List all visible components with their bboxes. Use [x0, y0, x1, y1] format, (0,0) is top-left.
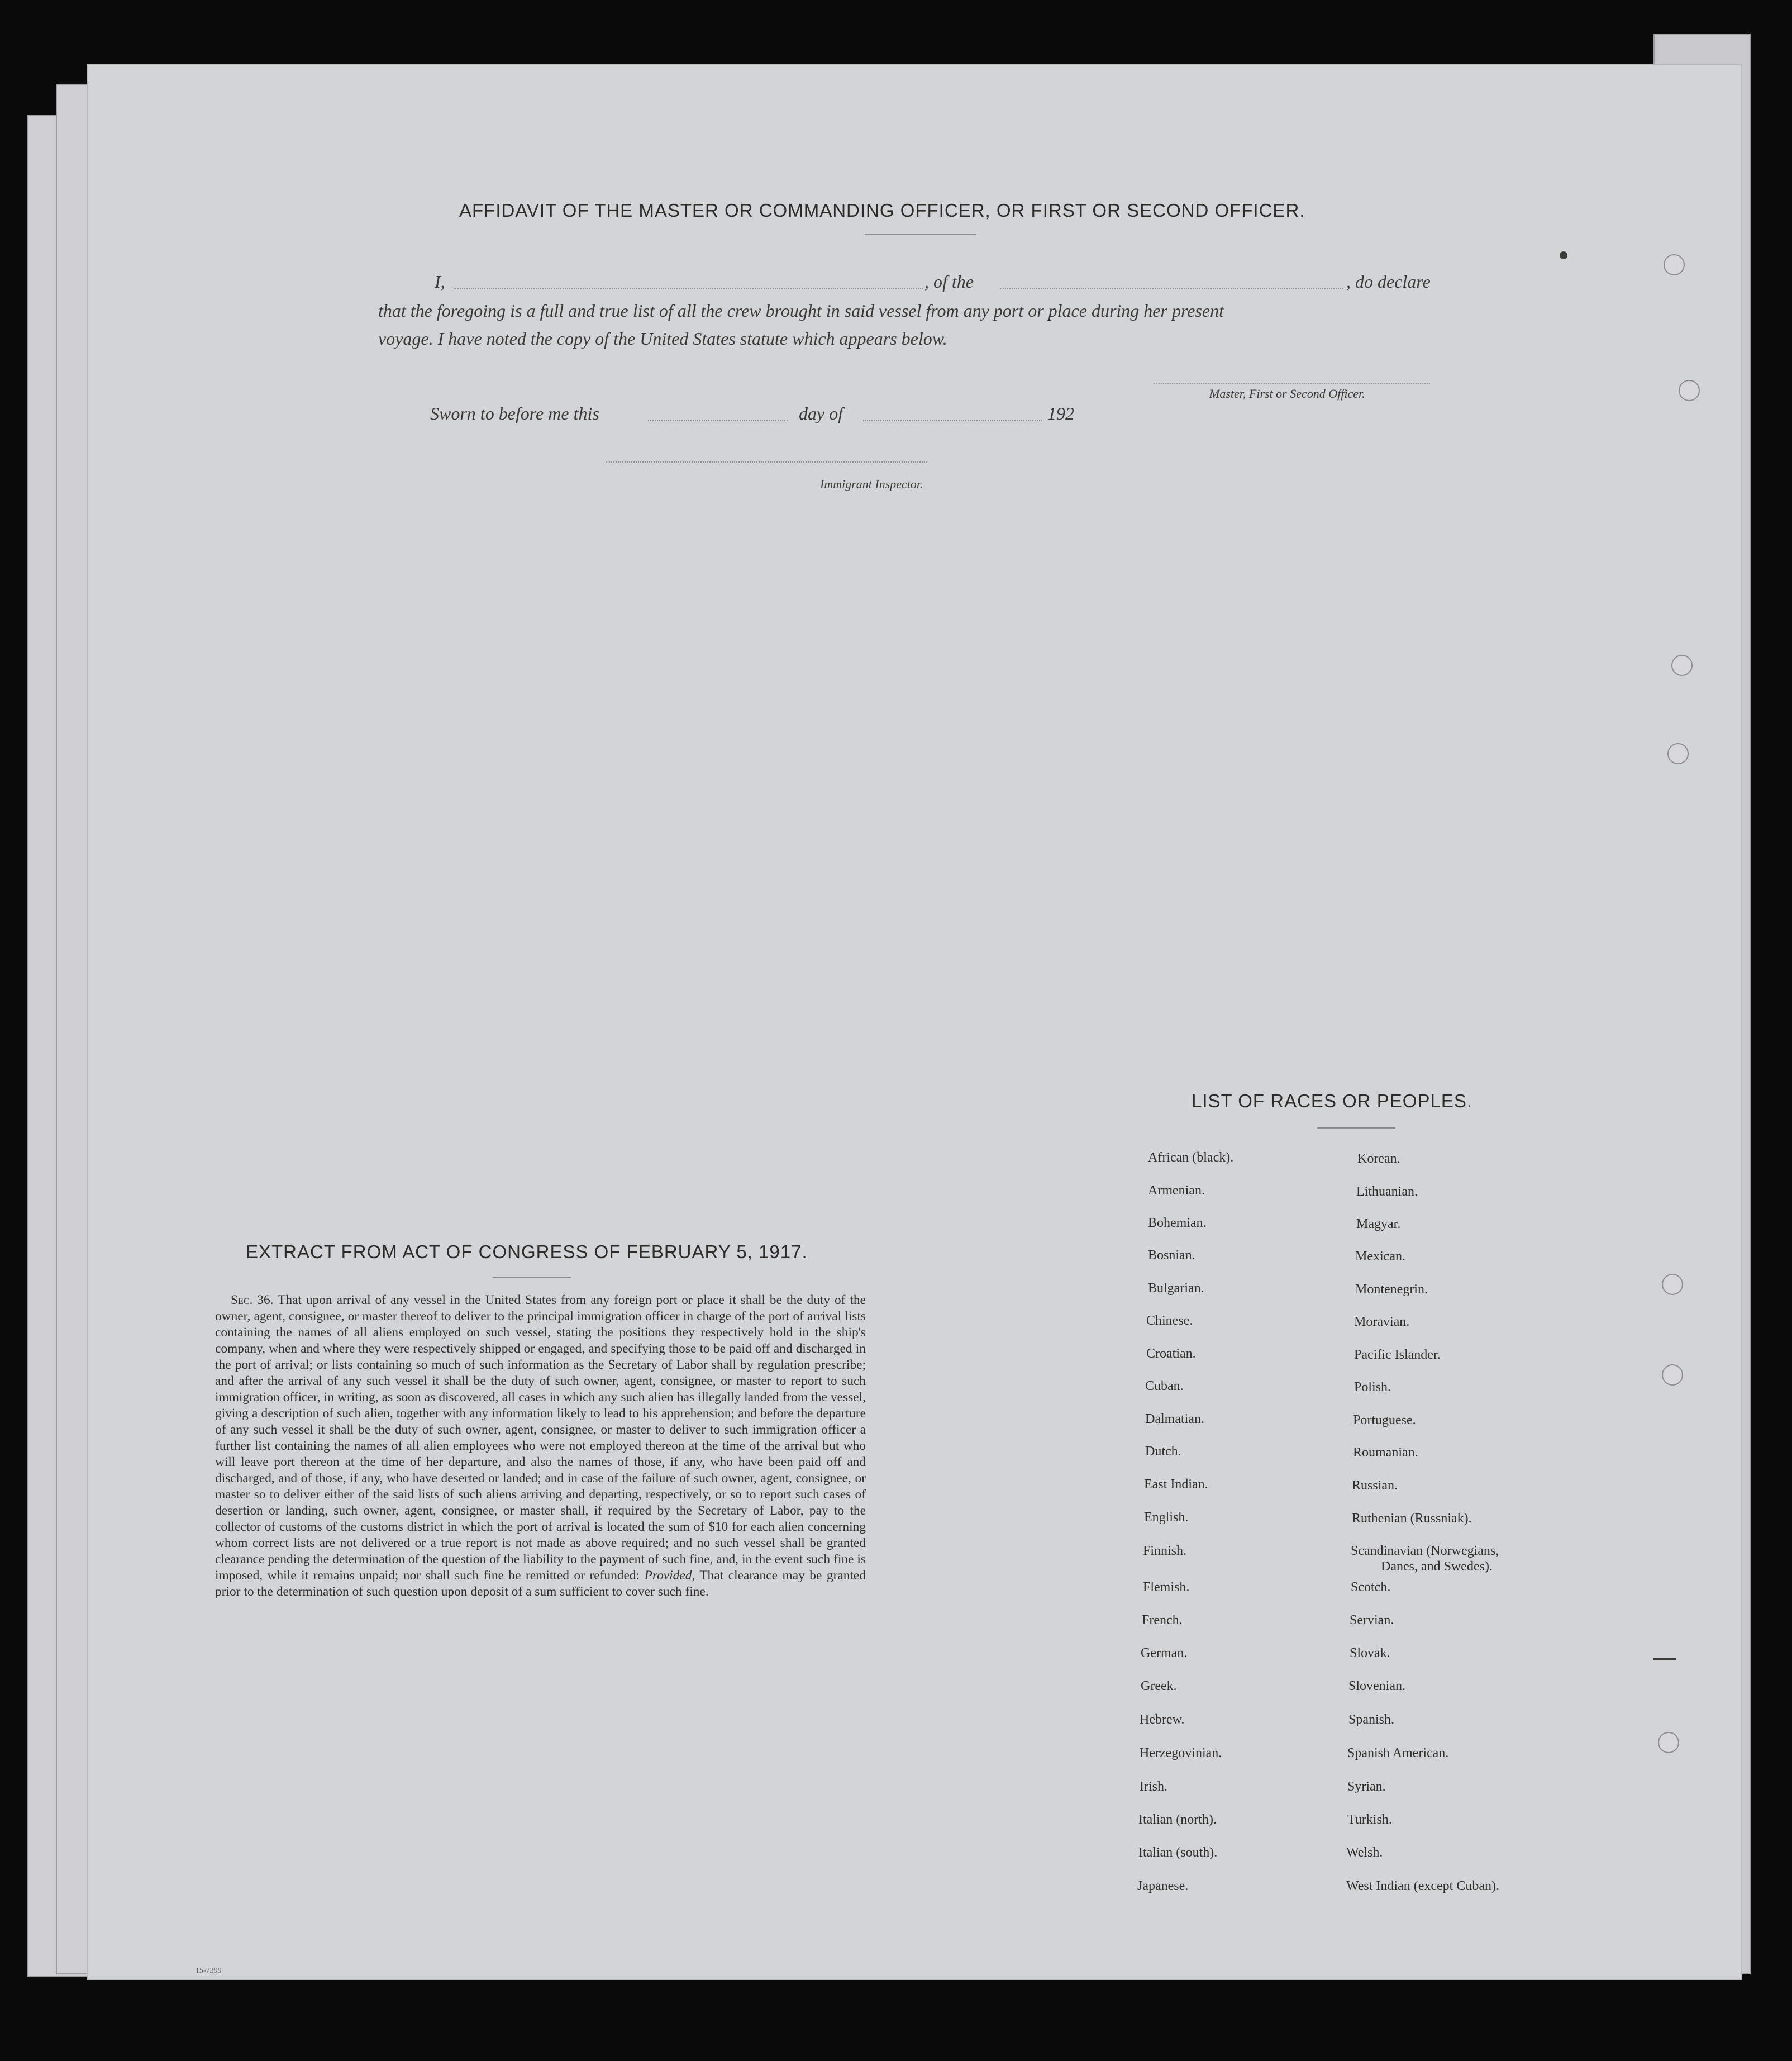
binder-hole [1658, 1732, 1679, 1753]
race-item: Flemish. [1143, 1580, 1190, 1594]
race-item: West Indian (except Cuban). [1346, 1879, 1499, 1893]
race-item: Croatian. [1146, 1346, 1196, 1361]
affidavit-title: AFFIDAVIT OF THE MASTER OR COMMANDING OFFICER, OR FIRST OR SECOND OFFICER. [459, 200, 1305, 221]
race-item: Russian. [1352, 1478, 1398, 1493]
extract-provided: Provided, [644, 1568, 695, 1583]
race-item: Korean. [1357, 1151, 1400, 1166]
binder-hole [1664, 254, 1685, 275]
section-label: Sec. 36. [231, 1293, 274, 1307]
race-item: Chinese. [1146, 1313, 1193, 1328]
race-item: Greek. [1141, 1679, 1177, 1693]
race-item: Slovenian. [1348, 1679, 1405, 1693]
race-item: English. [1144, 1510, 1189, 1525]
year-prefix: 192 [1047, 403, 1074, 423]
race-item: Scandinavian (Norwegians, [1351, 1544, 1499, 1558]
race-item: Turkish. [1347, 1812, 1392, 1827]
extract-title-rule [493, 1277, 571, 1278]
race-item: Italian (north). [1138, 1812, 1217, 1827]
extract-body [215, 1292, 866, 1600]
affidavit-line3: voyage. I have noted the copy of the United States statute which appears below. [378, 329, 947, 349]
binder-hole [1667, 743, 1689, 764]
name-field-line [454, 288, 923, 289]
race-item: African (black). [1148, 1150, 1234, 1165]
race-item: Servian. [1350, 1613, 1394, 1627]
race-item: Italian (south). [1138, 1845, 1218, 1860]
race-item: Spanish. [1348, 1712, 1395, 1727]
master-signature-line [1154, 383, 1430, 384]
race-item: Scotch. [1351, 1580, 1391, 1594]
race-item: Danes, and Swedes). [1381, 1559, 1493, 1574]
race-item: Welsh. [1346, 1845, 1383, 1860]
race-item: Herzegovinian. [1140, 1746, 1222, 1760]
race-item: Polish. [1354, 1380, 1391, 1394]
race-item: Hebrew. [1140, 1712, 1185, 1727]
race-item: Armenian. [1148, 1183, 1205, 1198]
race-item: Dalmatian. [1145, 1412, 1204, 1426]
race-item: Ruthenian (Russniak). [1352, 1511, 1472, 1526]
race-item: Lithuanian. [1356, 1184, 1418, 1199]
binder-hole [1671, 655, 1693, 676]
race-item: East Indian. [1144, 1477, 1208, 1492]
race-item: Mexican. [1355, 1249, 1405, 1264]
binder-hole [1662, 1364, 1683, 1386]
race-item: Irish. [1140, 1779, 1167, 1794]
extract-body-part1: That upon arrival of any vessel in the United States from any foreign port or place it shall be the duty of the owner, agent, consignee, or master thereof to deliver to the principal immigration officer in charge of the port of arrival lists containing the names of all aliens employed on such vessel, stating the positions they respectively hold in the ship's company, when and where they were respectively shipped or engaged, and specifying those to be paid off and discharged in the port of arrival; or lists containing so much of such information as the Secretary of Labor shall by regulation prescribe; and after the arrival of any such vessel it shall be the duty of such owner, agent, consignee, or master to report to such immigration officer, in writing, as soon as discovered, all cases in which any such alien has illegally landed from the vessel, giving a description of such alien, together with any information likely to lead to his apprehension; and before the departure of any such vessel it shall be the duty of such owner, agent, consignee, or master to deliver to such immigration officer a further list containing the names of all alien employees who were not employed thereon at the time of the arrival but who will leave port thereon at the time of her departure, and also the names of those, if any, who have been paid off and discharged, and of those, if any, who have deserted or landed; and in case of the failure of such owner, agent, consignee, or master so to deliver either of the said lists of such aliens arriving and departing, respectively, or so to report such cases of desertion or landing, such owner, agent, consignee, or master shall, if required by the Secretary of Labor, pay to the collector of customs of the customs district in which the port of arrival is located the sum of $10 for each alien concerning whom correct lists are not delivered or a true report is not made as above required; and no such vessel shall be granted clearance pending the determination of the question of the liability to the payment of such fine, and, in the event such fine is imposed, while it remains unpaid; nor shall such fine be remitted or refunded: [215, 1293, 866, 1583]
affidavit-line1-of-the: , of the [924, 272, 974, 292]
affidavit-line1-do-declare: , do declare [1346, 272, 1431, 292]
race-item: Roumanian. [1353, 1445, 1418, 1460]
race-item: Portuguese. [1353, 1413, 1416, 1427]
sworn-month-line [863, 420, 1042, 421]
race-item: Cuban. [1145, 1379, 1184, 1393]
race-item: Pacific Islander. [1354, 1348, 1441, 1362]
race-item: German. [1141, 1646, 1188, 1660]
extract-title: EXTRACT FROM ACT OF CONGRESS OF FEBRUARY 5, 1917. [246, 1241, 808, 1262]
race-item: Japanese. [1137, 1879, 1189, 1893]
vessel-field-line [1000, 288, 1343, 289]
sworn-prefix: Sworn to before me this [430, 403, 599, 423]
ink-spot [1560, 251, 1567, 259]
races-title-rule [1317, 1127, 1395, 1129]
footer-print-code: 15-7399 [196, 1967, 222, 1975]
race-item: Dutch. [1145, 1444, 1181, 1459]
edge-tick [1653, 1658, 1676, 1660]
extract-body-part2: That clearance may be granted prior to the determination of such question upon deposit of a sum sufficient to cover such fine. [215, 1568, 866, 1599]
binder-hole [1662, 1274, 1683, 1295]
race-item: Bulgarian. [1148, 1281, 1204, 1296]
sworn-day-line [648, 420, 788, 421]
race-item: Syrian. [1347, 1779, 1386, 1794]
affidavit-line1-i: I, [435, 272, 445, 292]
affidavit-line2: that the foregoing is a full and true list of all the crew brought in said vessel from any port or place during her present [378, 301, 1224, 321]
race-item: Spanish American. [1347, 1746, 1449, 1760]
day-of-label: day of [799, 403, 843, 423]
document-page [87, 64, 1742, 1980]
race-item: Montenegrin. [1355, 1282, 1428, 1297]
race-item: French. [1142, 1613, 1183, 1627]
races-title: LIST OF RACES OR PEOPLES. [1192, 1091, 1473, 1111]
race-item: Magyar. [1356, 1217, 1401, 1231]
inspector-label: Immigrant Inspector. [820, 477, 923, 491]
race-item: Finnish. [1143, 1544, 1187, 1558]
race-item: Bohemian. [1148, 1216, 1207, 1230]
master-label: Master, First or Second Officer. [1209, 387, 1365, 401]
affidavit-title-rule [865, 234, 976, 235]
inspector-signature-line [606, 461, 927, 463]
race-item: Moravian. [1354, 1315, 1410, 1329]
race-item: Slovak. [1350, 1646, 1390, 1660]
race-item: Bosnian. [1148, 1248, 1195, 1263]
binder-hole [1679, 380, 1700, 401]
